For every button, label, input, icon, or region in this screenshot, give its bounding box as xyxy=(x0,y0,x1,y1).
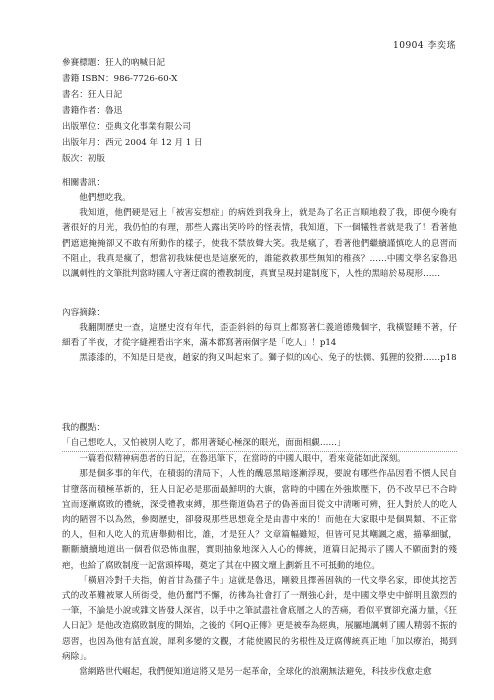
meta-value: 亞典文化事業有限公司 xyxy=(104,122,191,132)
meta-row-author xyxy=(62,103,442,119)
meta-label: 參賽標題： xyxy=(62,58,105,68)
book-metadata xyxy=(62,55,442,167)
section-title: 我的觀點： xyxy=(62,423,105,433)
paragraph: 他們想吃我。 xyxy=(79,193,131,203)
related-info-section xyxy=(62,176,457,282)
meta-value: 狂人日記 xyxy=(87,90,123,100)
meta-value: 986-7726-60-X xyxy=(113,74,178,84)
meta-label: 版次： xyxy=(62,154,88,164)
meta-value: 狂人的吶喊日記 xyxy=(104,58,166,68)
paragraph: 那是個多事的年代，在積弱的清局下，人性的醜惡黑暗逐漸浮現，要說有哪些作品因看不慣人民自甘墮落而積極革新的，狂人日記必是那面最鮮明的大旗，當時的中國在外強欺壓下，仍不改早已不合時宜而逐漸腐敗的禮統，深受禮教束縛，那些衛道偽君子的偽善面目從文中清晰可辨，狂人對於人的吃人肉的陋習不以為然，參閱歷史，卻發現那些思想竟全是由書中來的！而他在大家眼中是個異類、不正常的人，但和人吃人的荒唐舉動相比，誰，才是狂人？文章篇幅雖短，但皆可見其嘲諷之處，描摹細膩，斷斷續續地道出一個看似恐怖血腥，實則抽象地深入人心的傳統，道篇日記揭示了國人不願面對的殘疤，也給了腐敗制度一記當頭棒喝，奠定了其在中國文壇上劃新且不可抵動的地位。 xyxy=(62,469,457,571)
my-view-section xyxy=(62,421,457,680)
quote: 「自己想吃人，又怕被別人吃了，都用著疑心極深的眼光，面面相覷……」 xyxy=(62,436,457,452)
excerpt-section xyxy=(62,306,457,367)
meta-label: 書籍 ISBN： xyxy=(62,74,114,84)
author-label: 10904 李奕瑤 xyxy=(393,41,456,51)
paragraph: 「橫眉冷對千夫指，俯首甘為孺子牛」這就是魯迅，剛毅且擇善固執的一代文學名家，即使其挖苦式的改革難被眾人所街受，他仍奮鬥不懈，彷彿為社會打了一劑強心針，是中國文學史中鮮明且激烈的一筆，不論是小說或雜文皆發人深省，以手中之筆試盡社會底層之人的苦痛，看似平實卻充滿力量，《狂人日記》是他改造腐敗制度的開始，之後的《阿Q正傳》更是被奉為經典，展屬地諷刺了國人精弱不振的惡習，也因為他有話直說，犀利多變的文觀，才能使國民的劣根性及迂腐傳統真正地「加以療治，揭到病除」。 xyxy=(62,575,457,662)
meta-row-title xyxy=(62,55,442,71)
section-title: 內容摘錄： xyxy=(62,308,105,318)
meta-row-publisher xyxy=(62,119,442,135)
meta-row-edition xyxy=(62,151,442,167)
paragraph: 當網路世代崛起，我們便知道這將又是另一起革命，全球化的浪潮無法避免，科技步伐愈走愈 xyxy=(79,667,432,678)
paragraph: 黑漆漆的，不知是日是夜，趙家的狗又叫起來了。獅子似的凶心、兔子的怯儒、狐狸的狡猾……p18 xyxy=(79,353,457,364)
meta-row-isbn xyxy=(62,71,442,87)
section-title: 相關書訊： xyxy=(62,178,105,188)
meta-value: 魯迅 xyxy=(104,106,123,116)
meta-value: 初版 xyxy=(87,154,105,164)
paragraph: 一篇看似精神病患者的日記，在魯迅筆下，在當時的中國人眼中，看來竟能如此深刻。 xyxy=(79,454,406,465)
meta-row-book-name xyxy=(62,87,442,103)
paragraph: 我知道，他們硬是冠上「被害妄想症」的病姓到我身上，就是為了名正言順地殺了我，即便今晚有著很好的月光，我仍怕的有理，那些人露出笑吟吟的怪表情，我知道，下一個犧牲者就是我了！看著他們遮遮掩掩卻又不敢有所動作的樣子，使我不禁放聲大笑。我是瘋了，看著他們繼續謹慎吃人的息習而不阻止，我真是瘋了，想當初我妹便也是這麼死的，誰能救救那些無知的稚孩？……中國文學名家魯迅以諷刺性的文筆批判當時國人守著迂腐的禮教制度，真實呈現封建制度下，人性的黑暗於易現形…… xyxy=(62,208,457,280)
meta-value: 西元 2004 年 12 月 1 日 xyxy=(104,138,203,148)
meta-label: 書籍作者： xyxy=(62,106,105,116)
paragraph: 我翻開歷史一查，這歷史沒有年代，歪歪斜斜的每頁上都寫著仁義道德幾個字，我橫豎睡不著，仔細看了半夜，才從字縫裡看出字來，滿本都寫著兩個字是「吃人」！p14 xyxy=(62,323,457,349)
meta-label: 書名： xyxy=(62,90,88,100)
meta-row-date xyxy=(62,135,442,151)
meta-label: 出版單位： xyxy=(62,122,105,132)
meta-label: 出版年月： xyxy=(62,138,105,148)
